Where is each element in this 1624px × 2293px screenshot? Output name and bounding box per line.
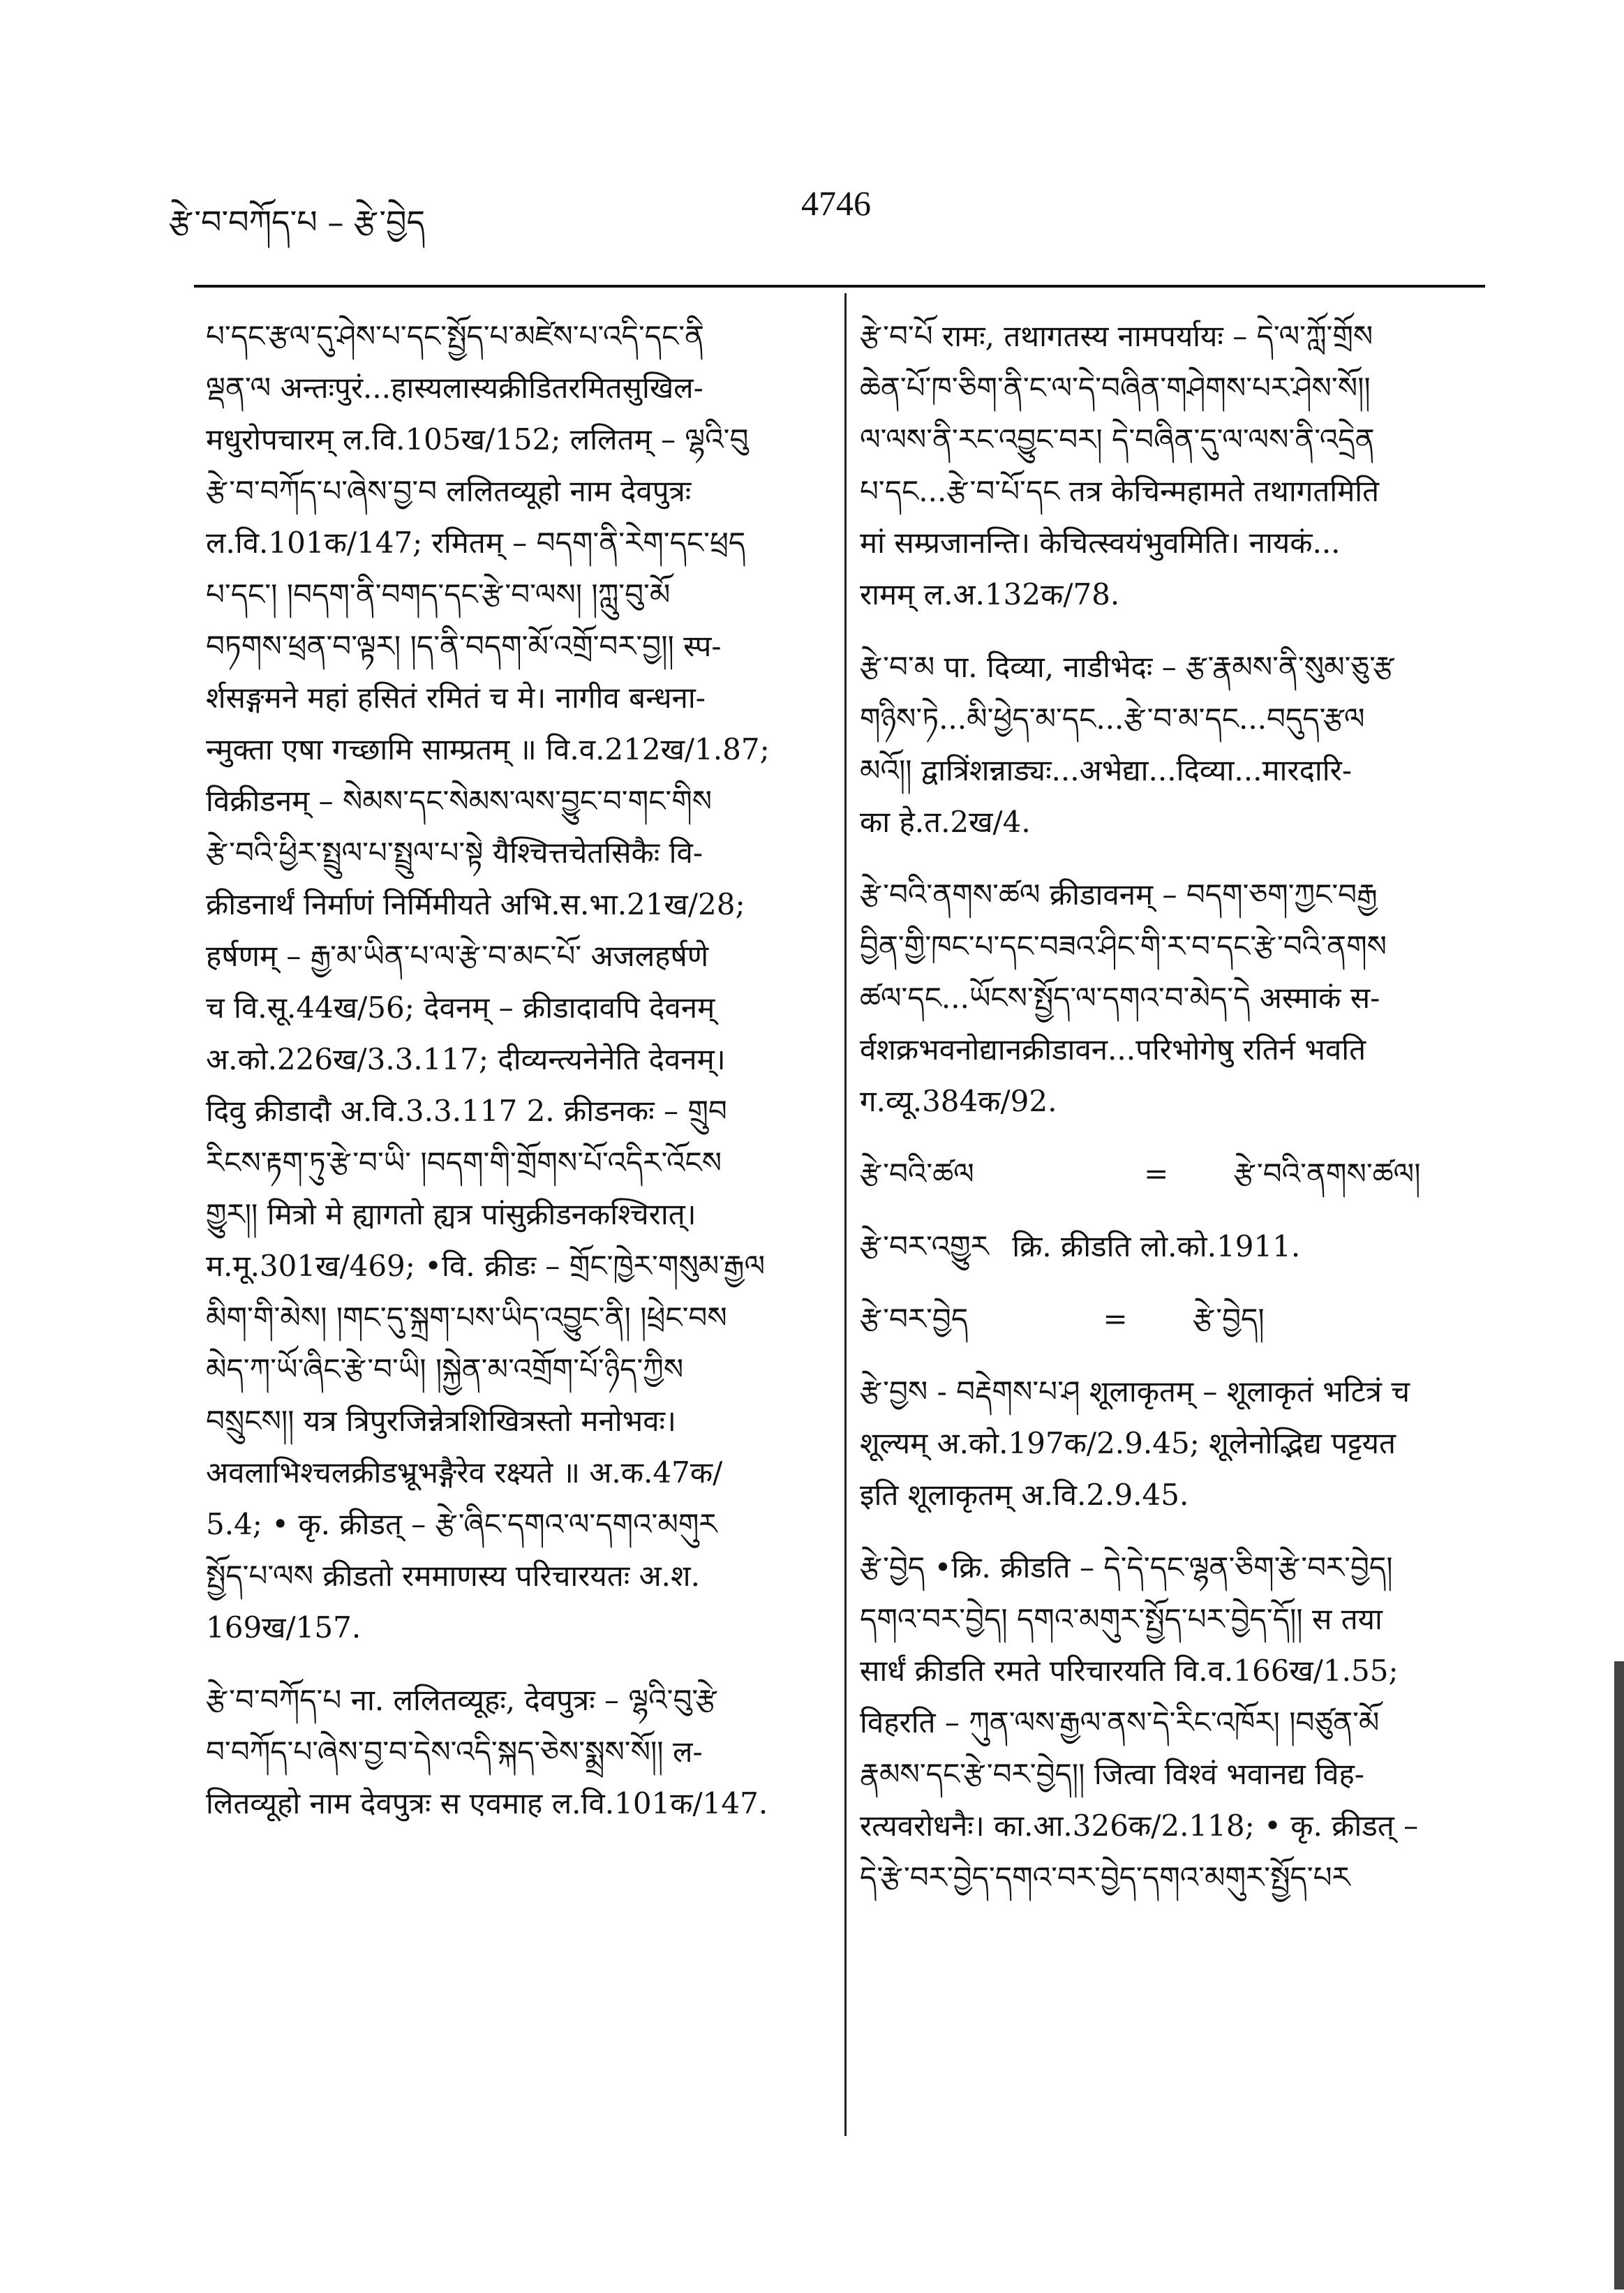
entry-line: अ.को.226ख/3.3.117; दीव्यन्त्यनेनेति देवनम्।: [206, 1042, 726, 1076]
entry-line: 5.4; • कृ. क्रीडत् – རྩེ་ཞིང་དགའ་ལ་དགའ་མགུར: [206, 1507, 717, 1541]
entry-line: དེ་རྩེ་བར་བྱེད་དགའ་བར་བྱེད་དགའ་མགུར་སྤྱོད་པར: [860, 1860, 1350, 1894]
entry-block: [860, 311, 1484, 621]
entry-line: མིག་གི་མེས། །གང་དུ་སྐྲག་པས་ཡིད་འབྱུང་ནི། །ཕྲེང་བས: [206, 1300, 727, 1335]
column-divider: [844, 293, 847, 2136]
entry-text: क्रि. क्रीडति लो.को.1911.: [1012, 1229, 1301, 1263]
entry-line: च वि.सू.44ख/56; देवनम् – क्रीडादावपि देवनम्: [206, 990, 715, 1025]
entry-line: [860, 1148, 1484, 1200]
entry-line: པ་དང་། །བདག་ནི་བགད་དང་རྩེ་བ་ལས། །ཀླུ་བུ་མོ: [206, 577, 671, 611]
entry-line: ग.व्यू.384क/92.: [860, 1084, 1057, 1118]
entry-line: རྣམས་དང་རྩེ་བར་བྱེད།། जित्वा विश्वं भवानद्य विह-: [860, 1757, 1364, 1791]
entry-block: [206, 311, 820, 1654]
entry-line: བ་བཀོད་པ་ཞེས་བྱ་བ་དེས་འདི་སྐད་ཅེས་སྨྲས་སོ།། ल-: [206, 1735, 703, 1769]
entry-line: བསྲུངས།། यत्र त्रिपुरजिन्नेत्रशिखित्रस्तो मनोभवः।: [206, 1404, 676, 1438]
right-column: [860, 311, 1484, 1904]
entry-headword: རྩེ་བར་བྱེད: [860, 1302, 969, 1336]
entry-line: न्मुक्ता एषा गच्छामि साम्प्रतम् ॥ वि.व.212ख/1.87;: [206, 732, 770, 766]
entry-line: अवलाभिश्चलक्रीडभ्रूभङ्गैरेव रक्ष्यते ॥ अ.क.47क/: [206, 1455, 723, 1490]
entry-line: का हे.त.2ख/4.: [860, 805, 1031, 839]
entry-line: རིངས་རྟག་ཏུ་རྩེ་བ་ཡི་ །བདག་གི་གྲོགས་པོ་འདིར་འོངས: [206, 1145, 722, 1180]
entry-line: རྩེ་བ་མ पा. दिव्या, नाडीभेदः – རྩ་རྣམས་ནི་སུམ་ཅུ་རྩ: [860, 650, 1394, 684]
entry-gap: [860, 1521, 1484, 1542]
entry-gap: [860, 848, 1484, 869]
entry-block: [860, 1366, 1484, 1521]
entry-line: ལྡན་ལ अन्तःपुरं...हास्यलास्यक्रीडितरमितसुखिल-: [206, 371, 703, 405]
entry-line: མའོ།། द्वात्रिंशन्नाड्यः...अभेद्या...दिव्या...मारदारि-: [860, 753, 1353, 787]
entry-line: दिवु क्रीडादौ अ.वि.3.3.117 2. क्रीडनकः – གྲུབ: [206, 1094, 727, 1128]
entry-line: विहरति – ཀུན་ལས་རྒྱལ་ནས་དེ་རིང་འཁོར། །བཙུན་མོ: [860, 1705, 1380, 1739]
entry-line: [860, 1293, 1484, 1345]
entry-headword: རྩེ་བར་འགྱུར: [860, 1229, 989, 1263]
equals-sign: =: [1144, 1157, 1169, 1191]
equals-sign: =: [1103, 1302, 1128, 1336]
entry-block: [206, 1675, 820, 1830]
entry-line: པ་དང་རྩལ་དུ་ཤེས་པ་དང་སྤྱོད་པ་མཛེས་པ་འདི་དང་ནི: [206, 319, 705, 353]
entry-line: शूल्यम् अ.को.197क/2.9.45; शूलेनोद्भिद्य पट्टयत: [860, 1426, 1396, 1460]
entry-block: [860, 641, 1484, 848]
entry-line: རྩེ་བའི་ཕྱིར་སྤྲུལ་པ་སྤྲུལ་པ་སྟེ यैश्चित्तचेतसिकैः वि-: [206, 836, 703, 870]
entry-line: རྩེ་བྱེད •क्रि. क्रीडति – དེ་དེ་དང་ལྷན་ཅིག་རྩེ་བར་བྱེད།: [860, 1550, 1393, 1585]
entry-headword: རྩེ་བའི་ཚལ: [860, 1157, 974, 1191]
entry-line: མེད་ཀ་ཡོ་ཞིང་རྩེ་བ་ཡི། །སྐྱེན་མ་འགྲོག་པོ་ཉིད་ཀྱིས: [206, 1352, 684, 1386]
entry-line: हर्षणम् – རྒྱ་མ་ཡིན་པ་ལ་རྩེ་བ་མང་པོ་ अजलहर्षणे: [206, 939, 709, 973]
entry-line: ཚལ་དང...ཡོངས་སྤྱོད་ལ་དགའ་བ་མེད་དེ अस्माकं स-: [860, 981, 1380, 1015]
cross-reference: རྩེ་བའི་ནགས་ཚལ།: [1233, 1157, 1421, 1191]
entry-line: मधुरोपचारम् ल.वि.105ख/152; ललितम् – ལྷའི་བུ: [206, 422, 749, 457]
entry-line: བཏགས་ཕྲན་བ་ལྟར། །ད་ནི་བདག་མོ་འགྲོ་བར་བྱ།། स्प-: [206, 629, 722, 663]
entry-line: རྩེ་བ་པོ रामः, तथागतस्य नामपर्यायः – དེ་ལ་ཀློ་གྲོས: [860, 319, 1373, 353]
entry-gap: [860, 1345, 1484, 1366]
cross-reference: རྩེ་བྱེད།: [1193, 1302, 1265, 1336]
entry-line: मां सम्प्रजानन्ति। केचित्स्वयंभुवमिति। नायकं...: [860, 526, 1341, 560]
entry-line: རྩེ་བ་བཀོད་པ ना. ललितव्यूहः, देवपुत्रः – ལྷའི་བུ་རྩེ: [206, 1683, 717, 1717]
entry-line: གྱུར།། मित्रो मे ह्यागतो ह्यत्र पांसुक्रीडनकश्चिरात्।: [206, 1197, 696, 1231]
scan-edge-mark: [1614, 1661, 1624, 2290]
entry-line: གཉིས་ཏེ...མི་ཕྱེད་མ་དང...རྩེ་བ་མ་དང...བདུད་རྩལ: [860, 702, 1365, 736]
entry-line: རྩེ་བྱས - བརྡེགས་པ་ཤ शूलाकृतम् – शूलाकृतं भटित्रं च: [860, 1374, 1410, 1409]
page-header-left: རྩེ་བ་བཀོད་པ – རྩེ་བྱེད: [169, 203, 426, 241]
entry-line: विक्रीडनम् – སེམས་དང་སེམས་ལས་བྱུང་བ་གང་གིས: [206, 784, 713, 818]
left-column: [206, 311, 820, 1830]
entry-line: རྩེ་བ་བཀོད་པ་ཞེས་བྱ་བ ललितव्यूहो नाम देवपुत्रः: [206, 474, 692, 508]
entry-line: ल.वि.101क/147; रमितम् – བདག་ནི་རེག་དང་ཕྲད: [206, 526, 746, 560]
entry-line: པ་དང...རྩེ་བ་པོ་དང तत्र केचिन्महामते तथागतमिति: [860, 474, 1380, 508]
entry-gap: [206, 1654, 820, 1675]
page-number: 4746: [801, 184, 871, 223]
entry-line: 169ख/157.: [206, 1610, 362, 1645]
entry-line: ལ་ལས་ནི་རང་འབྱུང་བར། དེ་བཞིན་དུ་ལ་ལས་ནི་འདྲེན: [860, 422, 1375, 457]
entry-gap: [860, 1127, 1484, 1148]
entry-line: म.मू.301ख/469; •वि. क्रीडः – གྲོང་ཁྱེར་གསུམ་རྒྱལ: [206, 1249, 766, 1283]
entry-line: ཆེན་པོ་ཁ་ཅིག་ནི་ང་ལ་དེ་བཞིན་གཤེགས་པར་ཤེས་སོ།།: [860, 371, 1371, 405]
entry-gap: [860, 1200, 1484, 1221]
entry-line: སྤྱོད་པ་ལས क्रीडतो रममाणस्य परिचारयतः अ.श.: [206, 1559, 700, 1593]
entry-line: लितव्यूहो नाम देवपुत्रः स एवमाह ल.वि.101क/147.: [206, 1786, 768, 1820]
entry-gap: [860, 621, 1484, 641]
entry-block: [860, 1542, 1484, 1904]
entry-line: བྱིན་གྱི་ཁང་པ་དང་བཟའ་ཤིང་གི་ར་བ་དང་རྩེ་བའི་ནགས: [860, 929, 1387, 963]
entry-line: क्रीडनार्थं निर्माणं निर्मिमीयते अभि.स.भा.21ख/28;: [206, 887, 745, 921]
entry-line: इति शूलाकृतम् अ.वि.2.9.45.: [860, 1478, 1189, 1512]
entry-gap: [860, 1272, 1484, 1293]
entry-line: सार्धं क्रीडति रमते परिचारयति वि.व.166ख/1.55;: [860, 1654, 1399, 1688]
entry-line: དགའ་བར་བྱེད། དགའ་མགུར་སྤྱོད་པར་བྱེད་དོ།། स तया: [860, 1602, 1383, 1636]
entry-line: र्शसङ्गमने महां हसितं रमितं च मे। नागीव बन्धना-: [206, 681, 706, 715]
header-rule: [194, 285, 1485, 288]
entry-line: [860, 1221, 1484, 1272]
entry-line: र्वशक्रभवनोद्यानक्रीडावन...परिभोगेषु रतिर्न भवति: [860, 1032, 1366, 1067]
entry-line: रामम् ल.अ.132क/78.: [860, 577, 1120, 611]
entry-line: རྩེ་བའི་ནགས་ཚལ क्रीडावनम् – བདག་ཅག་ཀྱང་བརྒྱ: [860, 877, 1378, 912]
entry-block: [860, 869, 1484, 1127]
entry-line: रत्यवरोधनैः। का.आ.326क/2.118; • कृ. क्रीडत् –: [860, 1809, 1419, 1843]
